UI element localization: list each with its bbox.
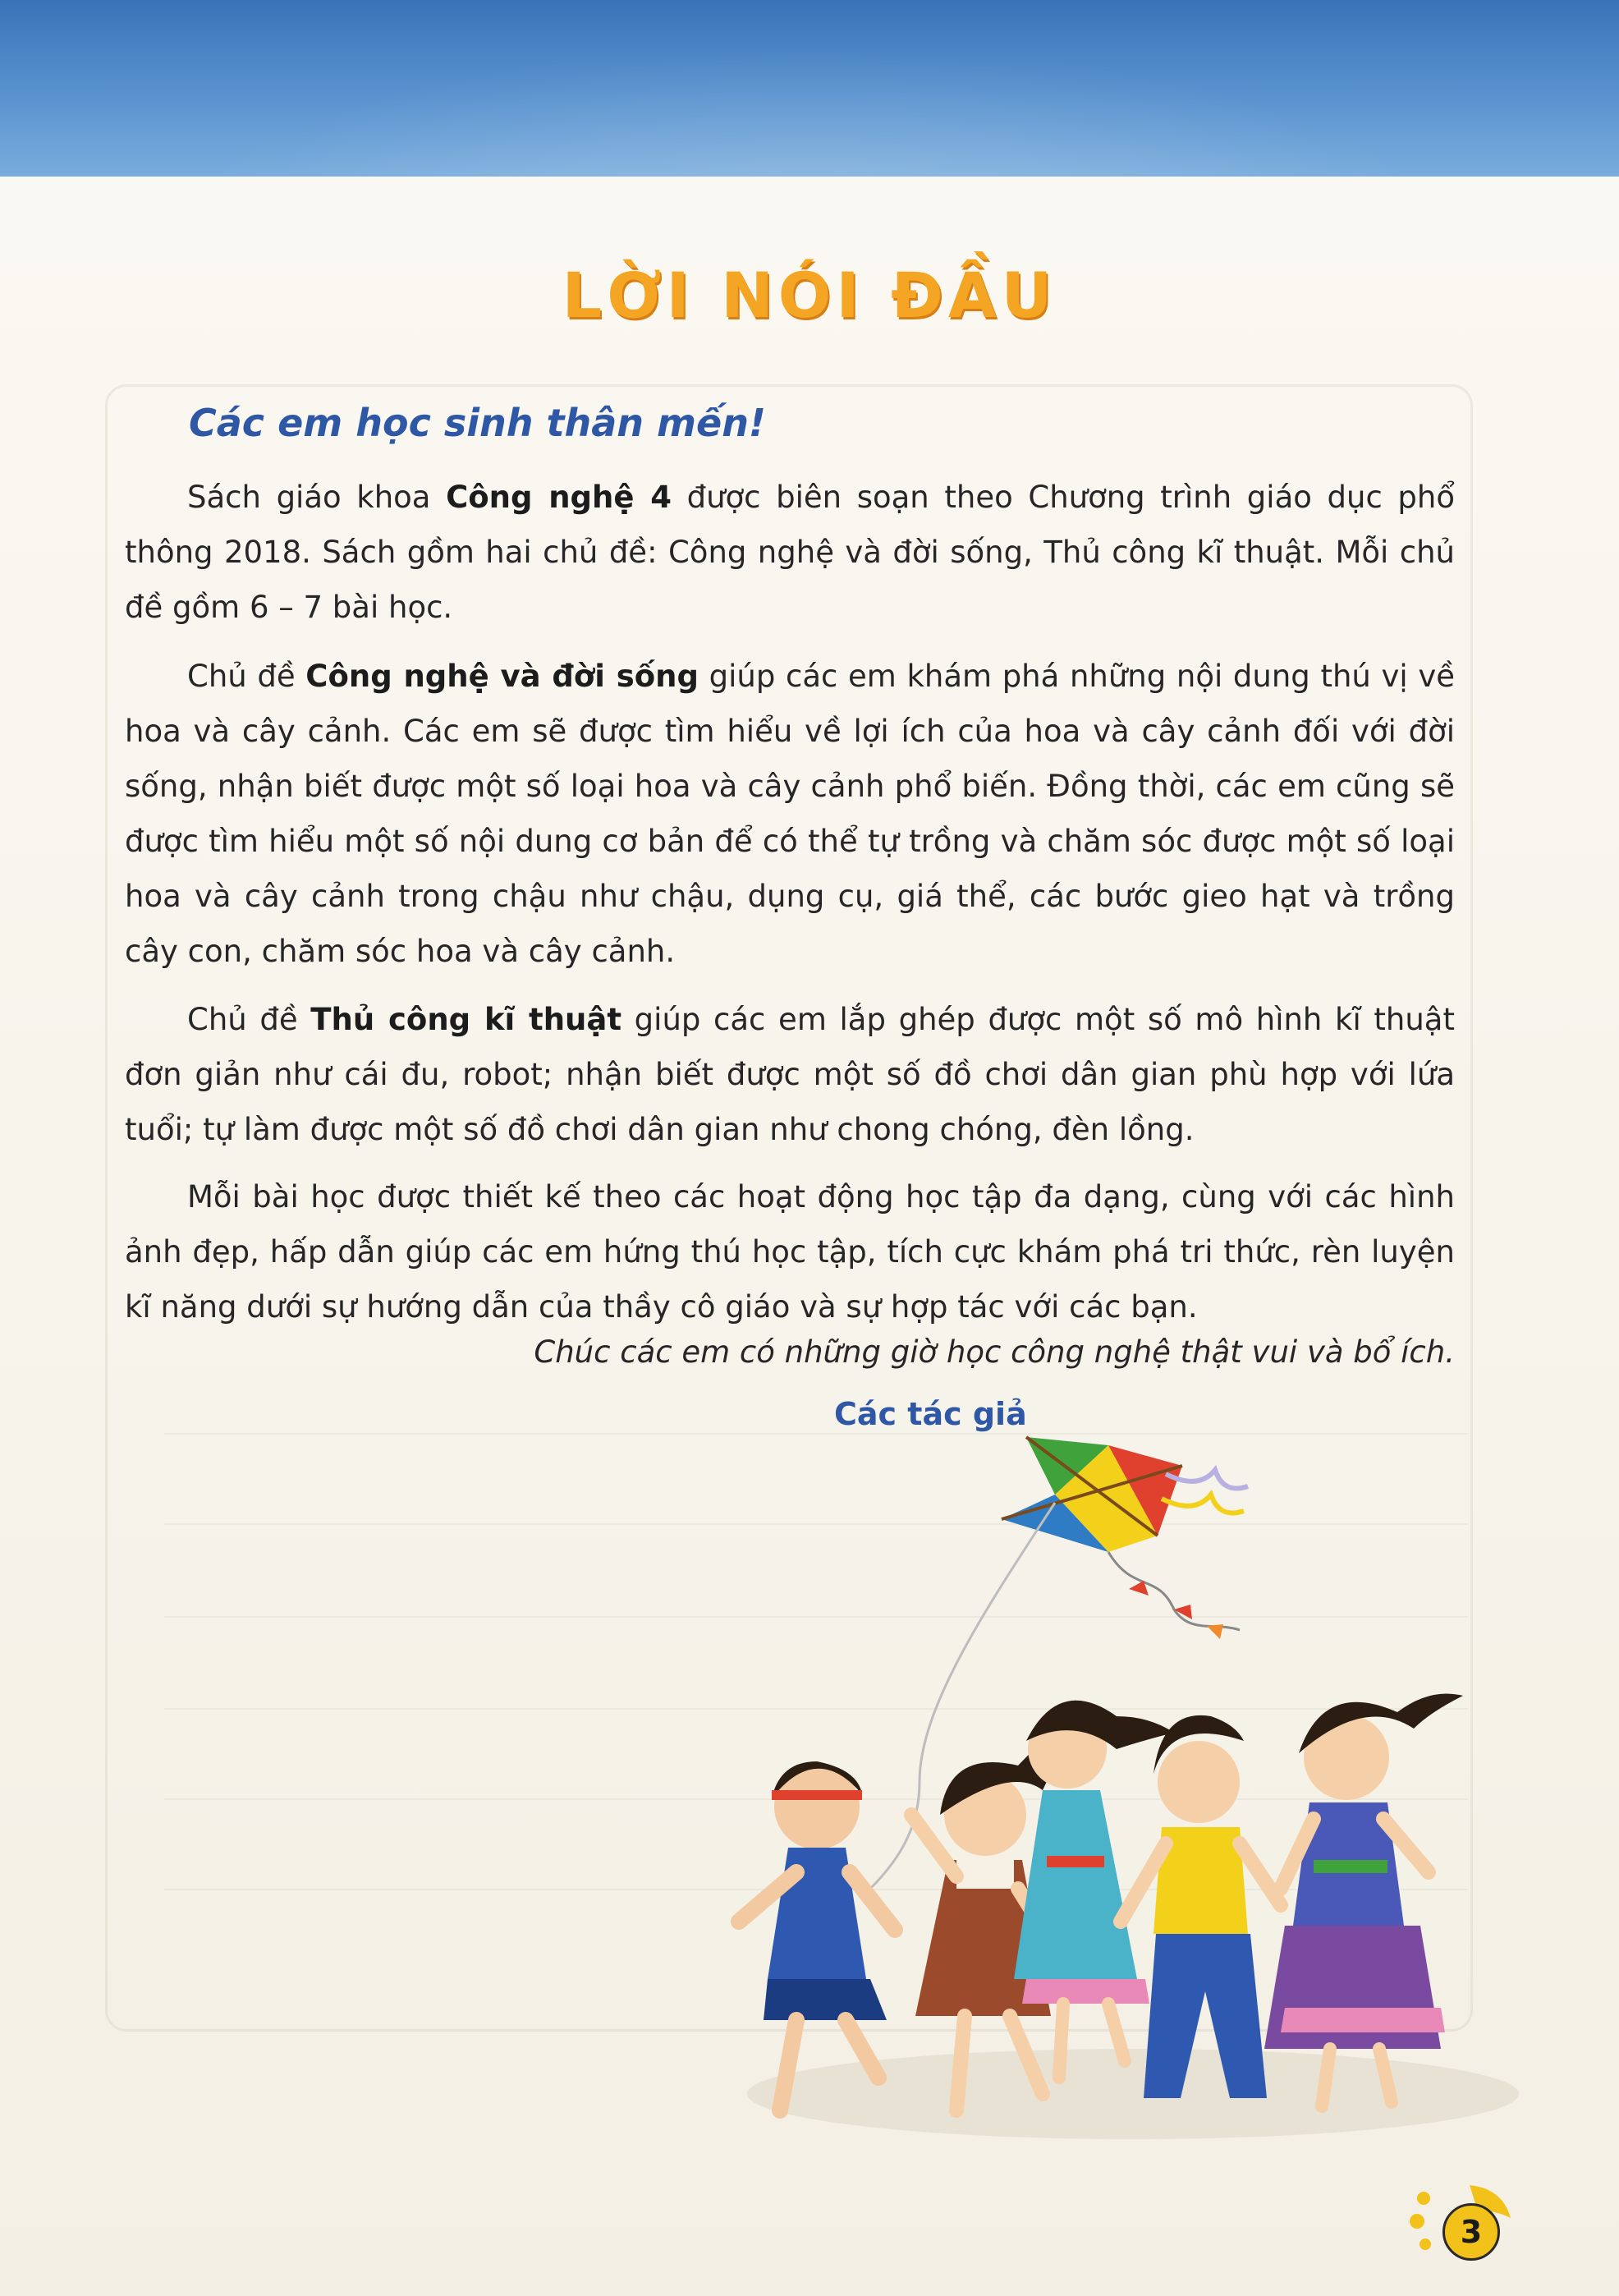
paragraph-text: Sách giáo khoa: [187, 480, 447, 515]
header-band: [0, 0, 1619, 177]
paragraph-topic-craft: [125, 992, 1455, 1157]
closing-wish: Chúc các em có những giờ học công nghệ thật vui và bổ ích.: [534, 1334, 1455, 1370]
paragraph-bold: Thủ công kĩ thuật: [310, 1002, 622, 1037]
paragraph-text: Mỗi bài học được thiết kế theo các hoạt động học tập đa dạng, cùng với các hình ảnh đẹp, hấp dẫn giúp các em hứng thú học tập, tích cực khám phá tri thức, rèn luyện kĩ năng dưới sự hướng dẫn của thầy cô giáo và sự hợp tác với các bạn.: [125, 1179, 1455, 1325]
paragraph-text: giúp các em khám phá những nội dung thú vị về hoa và cây cảnh. Các em sẽ được tìm hiểu về lợi ích của hoa và cây cảnh đối với đời sống, nhận biết được một số loại hoa và cây cảnh phổ biến. Đồng thời, các em cũng sẽ được tìm hiểu một số nội dung cơ bản để có thể tự trồng và chăm sóc được một số loại hoa và cây cảnh trong chậu như chậu, dụng cụ, giá thể, các bước gieo hạt và trồng cây con, chăm sóc hoa và cây cảnh.: [125, 659, 1455, 969]
paragraph-text: Chủ đề: [187, 659, 306, 694]
paragraph-lessons: [125, 1169, 1455, 1334]
page-number: 3: [1442, 2203, 1500, 2261]
child-figure: [1264, 1694, 1463, 2107]
child-figure: [739, 1761, 895, 2110]
paragraph-bold: Công nghệ 4: [446, 480, 672, 515]
header-band-highlight: [0, 0, 1619, 177]
authors-signature: Các tác giả: [834, 1396, 1027, 1432]
paragraph-text: Chủ đề: [187, 1002, 311, 1037]
kite-icon: [1002, 1437, 1248, 1639]
children-flying-kite-illustration: [673, 1429, 1519, 2168]
paragraph-bold: Công nghệ và đời sống: [305, 659, 699, 694]
paragraph-topic-life: [125, 649, 1455, 979]
paragraph-text: được biên soạn theo Chương trình giáo dục phổ thông 2018. Sách gồm hai chủ đề: Công nghệ và đời sống, Thủ công kĩ thuật. Mỗi chủ đề gồm 6 – 7 bài học.: [125, 480, 1455, 625]
paragraph-text: giúp các em lắp ghép được một số mô hình kĩ thuật đơn giản như cái đu, robot; nhận biết được một số đồ chơi dân gian phù hợp với lứa tuổi; tự làm được một số đồ chơi dân gian như chong chóng, đèn lồng.: [125, 1002, 1455, 1147]
paragraph-intro: [125, 470, 1455, 635]
page-title: LỜI NÓI ĐẦU: [562, 259, 1057, 332]
greeting: Các em học sinh thân mến!: [189, 401, 766, 445]
child-figure: [1121, 1715, 1281, 2098]
